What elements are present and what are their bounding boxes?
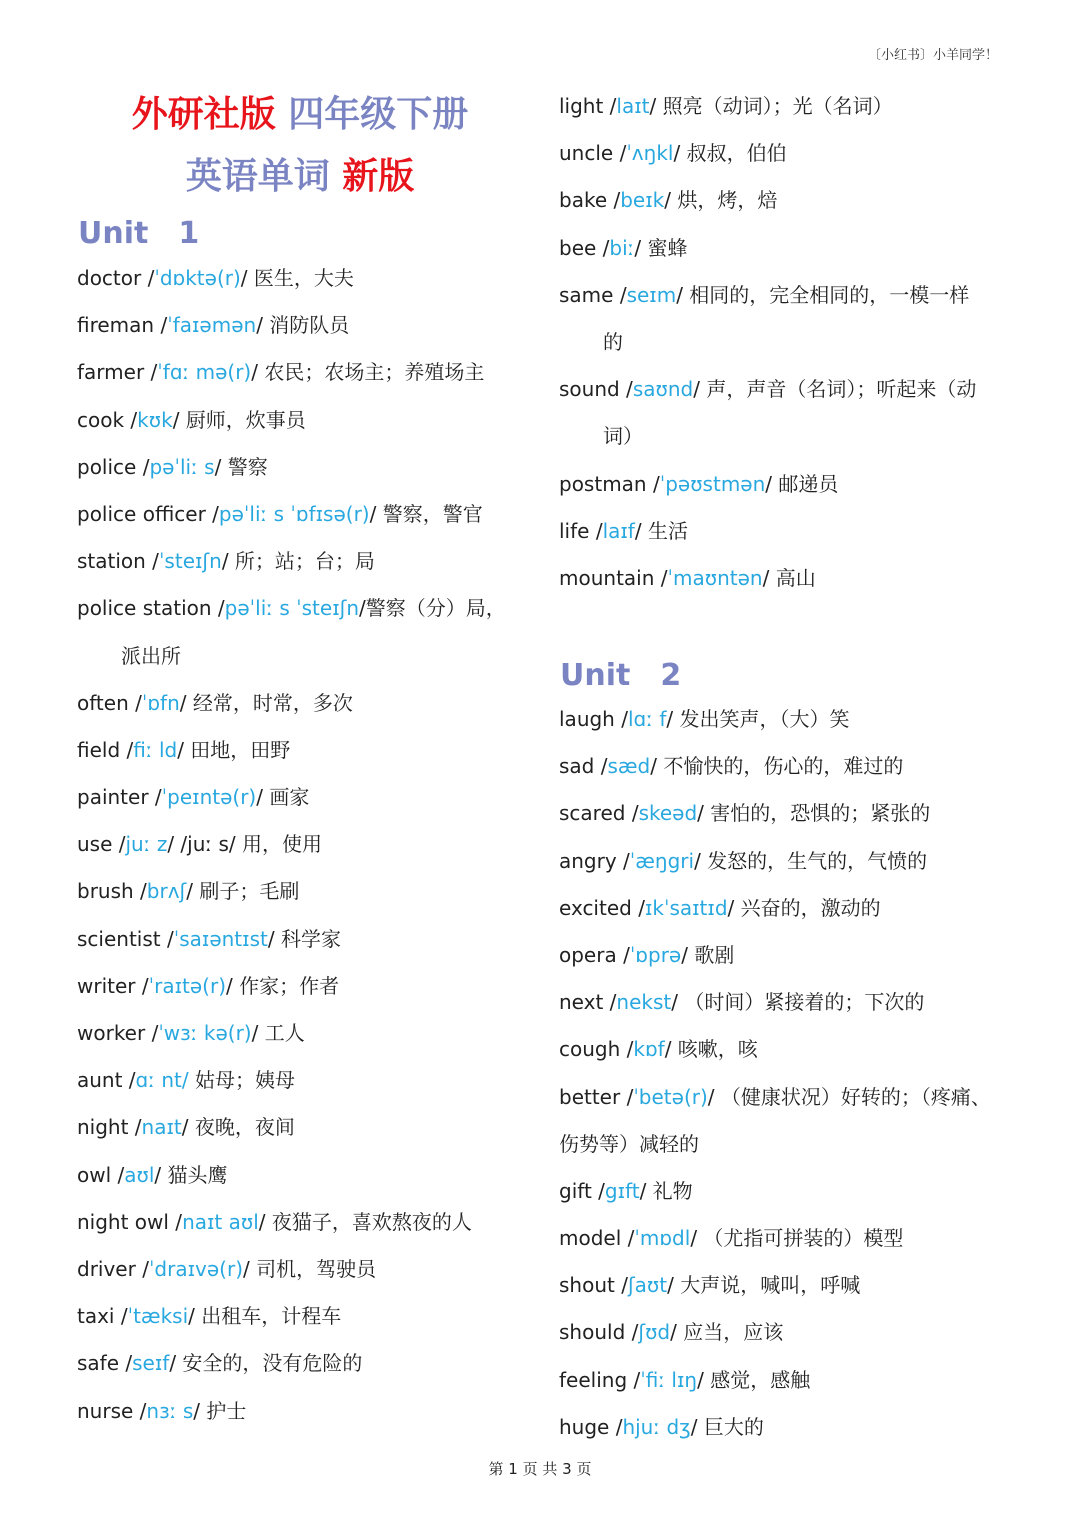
- word-entry: [559, 743, 1059, 790]
- chinese-meaning: / 科学家: [267, 926, 341, 951]
- chinese-meaning: / 出租车，计程车: [188, 1304, 342, 1329]
- chinese-meaning: / 农民；农场主；养殖场主: [251, 360, 485, 385]
- chinese-meaning: / 司机，驾驶员: [243, 1256, 377, 1281]
- meaning-continuation: 词）: [603, 424, 643, 449]
- phonetic: nekst: [616, 990, 672, 1015]
- word-entry: [559, 1215, 1059, 1262]
- word-entry: [77, 397, 547, 444]
- chinese-meaning: / 工人: [251, 1021, 305, 1045]
- english-word: worker /: [77, 1021, 159, 1045]
- chinese-meaning: / 警察: [214, 454, 268, 479]
- meaning-continuation: 派出所: [121, 643, 181, 668]
- phonetic: ˈmɒdl: [634, 1226, 691, 1251]
- chinese-meaning: / （时间）紧接着的；下次的: [671, 990, 925, 1015]
- word-entry: [77, 255, 547, 302]
- chinese-meaning: / 高山: [762, 565, 816, 590]
- word-entry: [559, 225, 1059, 272]
- meaning-continuation: 伤势等）减轻的: [559, 1131, 699, 1156]
- word-entry: [77, 1104, 547, 1151]
- word-entry: [77, 302, 547, 349]
- chinese-meaning: / 生活: [634, 518, 688, 543]
- word-entry: [559, 272, 1059, 319]
- phonetic: ˈtæksi: [127, 1304, 189, 1329]
- chinese-meaning: / 发怒的，生气的，气愤的: [694, 848, 928, 873]
- unit-2-heading: Unit 2: [560, 658, 682, 693]
- word-entry: [77, 1152, 547, 1199]
- chinese-meaning: / 大声说，喊叫，呼喊: [667, 1273, 861, 1298]
- chinese-meaning: / 刷子；毛刷: [186, 879, 300, 904]
- word-entry: [559, 177, 1059, 224]
- phonetic: ˈɒprə: [629, 942, 682, 967]
- phonetic: naɪt: [141, 1115, 182, 1140]
- english-word: driver /: [77, 1256, 149, 1281]
- english-word: fireman /: [77, 313, 168, 338]
- phonetic: pəˈliː s ˈsteɪʃn: [224, 596, 360, 621]
- title-line-1: [0, 86, 600, 137]
- english-word: huge /: [559, 1414, 623, 1439]
- word-entry: [77, 1293, 547, 1340]
- english-word: same /: [559, 282, 627, 307]
- english-word: model /: [559, 1226, 635, 1251]
- phonetic: lɑː f: [627, 707, 667, 731]
- phonetic: skeəd: [638, 801, 698, 826]
- phonetic: ˈʌŋkl: [626, 141, 674, 166]
- english-word: use /: [77, 832, 126, 857]
- header-note: 〔小红书〕小羊同学！: [867, 48, 998, 63]
- word-entry: [559, 979, 1059, 1026]
- chinese-meaning: 姑母；姨母: [188, 1068, 295, 1093]
- word-entry: [77, 1010, 547, 1057]
- english-word: gift /: [559, 1178, 605, 1203]
- chinese-meaning: / 医生，大夫: [240, 266, 354, 290]
- word-entry: [559, 1309, 1059, 1356]
- english-word: life /: [559, 518, 603, 543]
- chinese-meaning: / 田地，田野: [177, 737, 291, 762]
- word-entry: [77, 821, 547, 868]
- word-entry: [77, 774, 547, 821]
- english-word: laugh /: [559, 707, 628, 731]
- chinese-meaning: / 作家；作者: [226, 973, 340, 998]
- phonetic: juː z: [125, 832, 168, 857]
- chinese-meaning: / 猫头鹰: [154, 1162, 228, 1187]
- chinese-meaning: / 消防队员: [256, 313, 350, 338]
- phonetic: biː: [609, 235, 635, 260]
- english-word: angry /: [559, 848, 630, 873]
- word-entry: [559, 885, 1059, 932]
- chinese-meaning: / 安全的，没有危险的: [169, 1351, 363, 1376]
- word-entry: [77, 916, 547, 963]
- chinese-meaning: / 夜晚，夜间: [181, 1115, 295, 1140]
- chinese-meaning: / 不愉快的，伤心的，难过的: [650, 754, 904, 779]
- phonetic: ˈæŋgri: [629, 848, 695, 873]
- english-word: night owl /: [77, 1209, 183, 1234]
- english-word: painter /: [77, 785, 162, 810]
- word-entry: [77, 1388, 547, 1435]
- word-entry: [77, 680, 547, 727]
- chinese-meaning: /警察（分）局，: [359, 596, 506, 621]
- phonetic: ˈpeɪntə(r): [161, 785, 257, 810]
- phonetic: kʊk: [137, 407, 173, 432]
- word-entry: [77, 491, 547, 538]
- english-word: bee /: [559, 235, 610, 260]
- word-entry: [77, 1199, 547, 1246]
- chinese-meaning: / 经常，时常，多次: [179, 690, 353, 715]
- phonetic: ˈsteɪʃn: [158, 549, 222, 574]
- phonetic: ˈdɒktə(r): [154, 266, 241, 290]
- chinese-meaning: / 咳嗽，咳: [664, 1037, 758, 1062]
- word-entry: [77, 963, 547, 1010]
- chinese-meaning: / 画家: [256, 785, 310, 810]
- unit-2-word-list: [559, 696, 1059, 1451]
- word-entry: [559, 555, 1059, 602]
- word-entry: [559, 1026, 1059, 1073]
- english-word: station /: [77, 549, 159, 574]
- phonetic: ˈmaʊntən: [667, 565, 763, 590]
- phonetic: ˈpəʊstmən: [659, 471, 766, 496]
- word-entry: [77, 727, 547, 774]
- unit-1-heading: Unit 1: [78, 216, 200, 251]
- phonetic: ɪkˈsaɪtɪd: [644, 895, 728, 920]
- chinese-meaning: / （尤指可拼装的）模型: [690, 1226, 904, 1251]
- english-word: cook /: [77, 407, 138, 432]
- phonetic: hjuː dʒ: [622, 1414, 691, 1439]
- english-word: sad /: [559, 754, 608, 779]
- phonetic: ˈbetə(r): [633, 1084, 708, 1109]
- english-word: bake /: [559, 188, 621, 213]
- unit-1-word-list-continued: [559, 83, 1059, 602]
- chinese-meaning: / 夜猫子，喜欢熬夜的人: [258, 1209, 472, 1234]
- chinese-meaning: / 厨师，炊事员: [172, 407, 306, 432]
- word-entry: [77, 585, 547, 632]
- english-word: cough /: [559, 1037, 634, 1062]
- phonetic: pəˈliː s ˈɒfɪsə(r): [218, 501, 370, 526]
- english-word: police /: [77, 454, 150, 479]
- phonetic: nɜː s: [146, 1398, 194, 1423]
- phonetic: ˈfɑː mə(r): [157, 360, 252, 385]
- english-word: next /: [559, 990, 617, 1015]
- word-entry: [77, 349, 547, 396]
- phonetic: seɪf: [132, 1351, 170, 1376]
- english-word: field /: [77, 737, 134, 762]
- english-word: better /: [559, 1084, 634, 1109]
- word-entry: [559, 366, 1059, 413]
- chinese-meaning: / 照亮（动词）；光（名词）: [649, 94, 893, 118]
- chinese-meaning: / 叔叔，伯伯: [673, 141, 787, 166]
- word-entry: [559, 130, 1059, 177]
- chinese-meaning: / 感觉，感触: [697, 1367, 811, 1392]
- english-word: police station /: [77, 596, 225, 621]
- word-entry: [559, 932, 1059, 979]
- word-entry: [559, 696, 1059, 743]
- english-word: scared /: [559, 801, 639, 826]
- english-word: sound /: [559, 377, 633, 402]
- word-entry: [77, 538, 547, 585]
- page-footer: 第 1 页 共 3 页: [488, 1460, 592, 1478]
- phonetic: fiː ld: [133, 737, 178, 762]
- english-word: mountain /: [559, 565, 668, 590]
- phonetic: ˈfiː lɪŋ: [640, 1367, 698, 1392]
- chinese-meaning: / 应当，应该: [670, 1320, 784, 1345]
- chinese-meaning: / 警察，警官: [369, 501, 483, 526]
- word-entry: [559, 83, 1059, 130]
- phonetic: ɑː nt/: [135, 1068, 189, 1093]
- chinese-meaning: / 所；站；台；局: [221, 549, 375, 574]
- english-word: owl /: [77, 1162, 125, 1187]
- english-word: excited /: [559, 895, 645, 920]
- english-word: feeling /: [559, 1367, 641, 1392]
- word-entry: [77, 1340, 547, 1387]
- chinese-meaning: / 巨大的: [690, 1414, 764, 1439]
- word-entry: [559, 461, 1059, 508]
- word-entry: [77, 1057, 547, 1104]
- chinese-meaning: / 害怕的，恐惧的；紧张的: [697, 801, 931, 826]
- phonetic: brʌʃ: [146, 879, 187, 904]
- chinese-meaning: / 相同的，完全相同的，一模一样: [676, 282, 970, 307]
- word-entry: [559, 1404, 1059, 1451]
- english-word: opera /: [559, 942, 630, 967]
- english-word: aunt /: [77, 1068, 136, 1093]
- phonetic: ˈsaɪəntɪst: [173, 926, 268, 951]
- title-subject: 英语单词: [185, 156, 330, 197]
- phonetic: ʃʊd: [638, 1320, 671, 1345]
- english-word: light /: [559, 94, 617, 118]
- chinese-meaning: / /juː s/ 用，使用: [167, 832, 323, 857]
- word-entry: [77, 444, 547, 491]
- english-word: postman /: [559, 471, 660, 496]
- chinese-meaning: / 邮递员: [765, 471, 839, 496]
- phonetic: ˈwɜː kə(r): [158, 1021, 252, 1045]
- title-grade: 四年级下册: [288, 94, 469, 135]
- meaning-continuation: 的: [603, 329, 623, 354]
- phonetic: ˈfaɪəmən: [167, 313, 257, 338]
- english-word: safe /: [77, 1351, 133, 1376]
- chinese-meaning: / 烘，烤，焙: [664, 188, 778, 213]
- phonetic: naɪt aʊl: [182, 1209, 259, 1234]
- phonetic: sæd: [607, 754, 651, 779]
- title-line-2: [0, 148, 600, 199]
- english-word: doctor /: [77, 266, 155, 290]
- chinese-meaning: / 护士: [193, 1398, 247, 1423]
- word-entry: [559, 1262, 1059, 1309]
- chinese-meaning: / 兴奋的，激动的: [727, 895, 881, 920]
- english-word: taxi /: [77, 1304, 128, 1329]
- phonetic: saʊnd: [632, 377, 694, 402]
- phonetic: aʊl: [124, 1162, 155, 1187]
- phonetic: beɪk: [620, 188, 665, 213]
- phonetic: laɪf: [602, 518, 635, 543]
- word-entry: [559, 508, 1059, 555]
- chinese-meaning: / 礼物: [639, 1178, 693, 1203]
- english-word: police officer /: [77, 501, 219, 526]
- chinese-meaning: / （健康状况）好转的；（疼痛、: [707, 1084, 991, 1109]
- english-word: scientist /: [77, 926, 174, 951]
- english-word: brush /: [77, 879, 147, 904]
- english-word: should /: [559, 1320, 639, 1345]
- word-entry: [559, 1168, 1059, 1215]
- phonetic: seɪm: [626, 282, 677, 307]
- word-entry: [559, 1357, 1059, 1404]
- phonetic: laɪt: [616, 94, 650, 118]
- title-edition: 新版: [342, 156, 415, 197]
- english-word: night /: [77, 1115, 142, 1140]
- english-word: uncle /: [559, 141, 627, 166]
- phonetic: ʃaʊt: [627, 1273, 668, 1298]
- chinese-meaning: / 声，声音（名词）；听起来（动: [693, 377, 977, 402]
- phonetic: kɒf: [633, 1037, 665, 1062]
- word-entry: [77, 1246, 547, 1293]
- phonetic: pəˈliː s: [149, 454, 215, 479]
- word-entry: [559, 838, 1059, 885]
- phonetic: gɪft: [604, 1178, 640, 1203]
- unit-1-word-list: [77, 255, 547, 1435]
- english-word: often /: [77, 690, 142, 715]
- english-word: writer /: [77, 973, 149, 998]
- word-entry: [559, 790, 1059, 837]
- chinese-meaning: / 歌剧: [681, 942, 735, 967]
- chinese-meaning: / 发出笑声，（大）笑: [666, 707, 850, 731]
- phonetic: ˈdraɪvə(r): [148, 1256, 244, 1281]
- word-entry: [77, 868, 547, 915]
- phonetic: ˈraɪtə(r): [148, 973, 226, 998]
- english-word: nurse /: [77, 1398, 147, 1423]
- english-word: shout /: [559, 1273, 628, 1298]
- english-word: farmer /: [77, 360, 158, 385]
- phonetic: ˈɒfn: [141, 690, 180, 715]
- word-entry: [559, 1074, 1059, 1121]
- chinese-meaning: / 蜜蜂: [634, 235, 688, 260]
- title-publisher: 外研社版: [131, 94, 276, 135]
